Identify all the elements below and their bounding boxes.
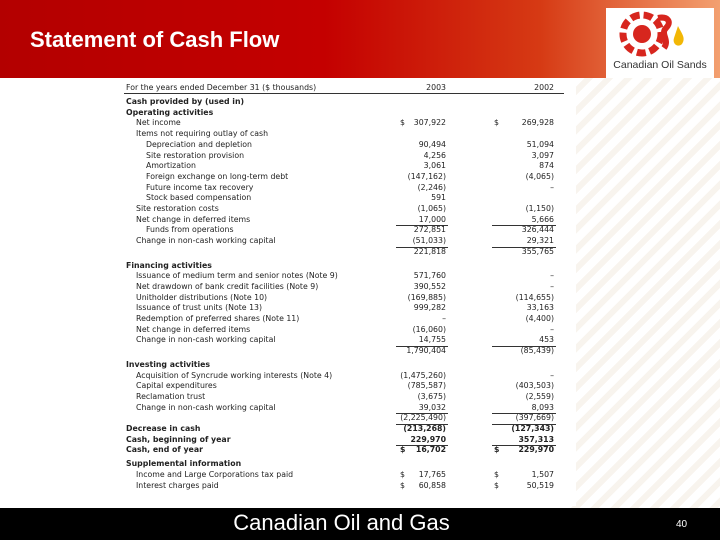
statement-row [108, 413, 576, 423]
value-2003: 90,494 [418, 139, 446, 149]
statement-row [108, 481, 576, 491]
row-label: Interest charges paid [136, 480, 219, 490]
subtotal-rule [396, 247, 448, 248]
statement-row [108, 118, 576, 128]
row-label: Cash, beginning of year [126, 434, 231, 444]
logo-emblem-icon [606, 8, 714, 60]
row-label: Change in non-cash working capital [136, 402, 276, 412]
row-label: Income and Large Corporations tax paid [136, 469, 294, 479]
column-header-row [108, 83, 576, 93]
statement-row [108, 282, 576, 292]
value-2002: 357,313 [518, 434, 554, 444]
subtotal-rule [396, 424, 448, 425]
value-2003: 17,765 [418, 469, 446, 479]
value-2003: 3,061 [423, 161, 446, 171]
currency-symbol-2002: $ [494, 469, 499, 479]
value-2002: (2,559) [525, 391, 554, 401]
value-2003: 591 [431, 193, 446, 203]
value-2002: – [550, 182, 554, 192]
value-2003: 14,755 [418, 335, 446, 345]
row-label: Financing activities [126, 260, 212, 270]
background-watermark [565, 78, 720, 508]
value-2002: 50,519 [526, 480, 554, 490]
value-2002: 33,163 [526, 303, 554, 313]
value-2003: 272,851 [413, 225, 446, 235]
value-2002: (114,655) [515, 292, 554, 302]
subtotal-rule [396, 225, 448, 226]
statement-row [108, 424, 576, 434]
statement-row [108, 204, 576, 214]
header-rule [124, 93, 564, 94]
row-label: Acquisition of Syncrude working interests (Note 4) [136, 370, 333, 380]
value-2003: (1,475,260) [400, 370, 446, 380]
row-label: Unitholder distributions (Note 10) [136, 292, 268, 302]
value-2003: (3,675) [417, 391, 446, 401]
statement-row [108, 129, 576, 139]
currency-symbol-2002: $ [494, 118, 499, 128]
value-2003: (1,065) [417, 204, 446, 213]
statement-row [108, 271, 576, 281]
value-2003: (16,060) [412, 324, 446, 334]
statement-row [108, 435, 576, 445]
subtotal-rule [396, 445, 448, 446]
value-2003: 229,970 [410, 434, 446, 444]
statement-row [108, 161, 576, 171]
row-label: Foreign exchange on long-term debt [146, 171, 289, 181]
value-2003: (2,225,490) [400, 413, 446, 423]
value-2002: 5,666 [531, 214, 554, 224]
currency-symbol-2002: $ [494, 480, 499, 490]
currency-symbol-2003: $ [400, 118, 405, 128]
value-2003: 390,552 [413, 281, 446, 291]
statement-row [108, 459, 576, 469]
value-2003: (147,162) [407, 171, 446, 181]
subtotal-rule [396, 346, 448, 347]
statement-row [108, 445, 576, 455]
value-2002: 874 [539, 161, 554, 171]
currency-symbol-2003: $ [400, 445, 406, 455]
value-2002: – [550, 281, 554, 291]
statement-row [108, 215, 576, 225]
value-2002: (397,669) [515, 413, 554, 423]
statement-row [108, 293, 576, 303]
currency-symbol-2003: $ [400, 480, 405, 490]
row-label: Change in non-cash working capital [136, 335, 276, 345]
row-label: Cash, end of year [126, 445, 203, 455]
statement-row [108, 151, 576, 161]
subtotal-rule [492, 247, 556, 248]
statement-row [108, 381, 576, 391]
statement-row [108, 314, 576, 324]
row-label: Capital expenditures [136, 381, 217, 391]
value-2002: 3,097 [531, 150, 554, 160]
value-2003: 16,702 [415, 445, 446, 455]
value-2003: 4,256 [423, 150, 446, 160]
column-2003-header: 2003 [426, 83, 446, 92]
row-label: Site restoration provision [146, 150, 245, 160]
row-label: Investing activities [126, 359, 211, 369]
statement-row [108, 403, 576, 413]
row-label: Supplemental information [126, 459, 242, 469]
value-2002: – [550, 370, 554, 380]
statement-row [108, 108, 576, 118]
value-2002: 453 [539, 335, 554, 345]
value-2003: 39,032 [418, 402, 446, 412]
value-2002: – [550, 271, 554, 281]
footer-bar [0, 508, 720, 540]
value-2003: (785,587) [407, 381, 446, 391]
subtotal-rule [492, 225, 556, 226]
currency-symbol-2003: $ [400, 469, 405, 479]
currency-symbol-2002: $ [494, 445, 500, 455]
period-label: For the years ended December 31 ($ thousands) [126, 83, 317, 92]
row-label: Issuance of trust units (Note 13) [136, 303, 263, 313]
value-2002: 1,507 [531, 469, 554, 479]
statement-row [108, 335, 576, 345]
statement-row [108, 392, 576, 402]
subtotal-rule [492, 346, 556, 347]
value-2002: 355,765 [521, 246, 554, 256]
column-2002-header: 2002 [534, 83, 554, 92]
value-2002: (1,150) [525, 204, 554, 213]
row-label: Decrease in cash [126, 424, 201, 433]
page-number: 40 [676, 519, 688, 530]
row-label: Redemption of preferred shares (Note 11) [136, 314, 300, 323]
value-2002: 29,321 [526, 236, 554, 246]
statement-row [108, 360, 576, 370]
value-2002: 269,928 [521, 118, 554, 128]
statement-row [108, 193, 576, 203]
row-label: Change in non-cash working capital [136, 236, 276, 246]
value-2003: (51,033) [412, 236, 446, 246]
row-label: Future income tax recovery [146, 182, 254, 192]
value-2003: 307,922 [413, 118, 446, 128]
value-2002: 8,093 [531, 402, 554, 412]
value-2002: (4,400) [525, 314, 554, 323]
row-label: Net change in deferred items [136, 214, 251, 224]
value-2002: (127,343) [511, 424, 554, 433]
value-2003: 999,282 [413, 303, 446, 313]
value-2002: 229,970 [518, 445, 554, 455]
value-2002: 51,094 [526, 139, 554, 149]
statement-row [108, 247, 576, 257]
footer-title: Canadian Oil and Gas [233, 510, 450, 535]
subtotal-rule [396, 413, 448, 414]
value-2003: 1,790,404 [406, 346, 446, 356]
row-label: Items not requiring outlay of cash [136, 129, 269, 139]
statement-row [108, 325, 576, 335]
value-2003: (169,885) [407, 292, 446, 302]
row-label: Net drawdown of bank credit facilities (Note 9) [136, 281, 319, 291]
slide-title: Statement of Cash Flow [30, 27, 280, 52]
value-2003: 221,818 [413, 246, 446, 256]
row-label: Amortization [146, 161, 196, 171]
value-2002: (85,439) [520, 346, 554, 356]
value-2003: 17,000 [418, 214, 446, 224]
value-2003: – [442, 314, 446, 323]
value-2003: 60,858 [418, 480, 446, 490]
statement-row [108, 172, 576, 182]
row-label: Reclamation trust [136, 391, 206, 401]
statement-row [108, 303, 576, 313]
value-2002: – [550, 324, 554, 334]
row-label: Net income [136, 118, 181, 128]
value-2003: (213,268) [403, 424, 446, 433]
statement-row [108, 346, 576, 356]
logo-wordmark: Canadian Oil Sands [613, 59, 707, 71]
row-label: Cash provided by (used in) [126, 97, 245, 106]
company-logo [606, 8, 714, 78]
subtotal-rule [492, 424, 556, 425]
value-2002: (4,065) [525, 171, 554, 181]
subtotal-rule [492, 445, 556, 446]
value-2003: 571,760 [413, 271, 446, 281]
row-label: Stock based compensation [146, 193, 252, 203]
value-2002: 326,444 [521, 225, 554, 235]
cash-flow-statement [108, 78, 576, 506]
statement-row [108, 236, 576, 246]
statement-row [108, 470, 576, 480]
row-label: Site restoration costs [136, 204, 219, 213]
statement-row [108, 97, 576, 107]
subtotal-rule [492, 413, 556, 414]
row-label: Issuance of medium term and senior notes (Note 9) [136, 271, 338, 281]
statement-row [108, 371, 576, 381]
row-label: Funds from operations [146, 225, 234, 235]
row-label: Depreciation and depletion [146, 139, 252, 149]
statement-row [108, 225, 576, 235]
row-label: Operating activities [126, 107, 214, 117]
statement-row [108, 140, 576, 150]
value-2003: (2,246) [417, 182, 446, 192]
row-label: Net change in deferred items [136, 324, 251, 334]
statement-row [108, 261, 576, 271]
statement-row [108, 183, 576, 193]
value-2002: (403,503) [515, 381, 554, 391]
